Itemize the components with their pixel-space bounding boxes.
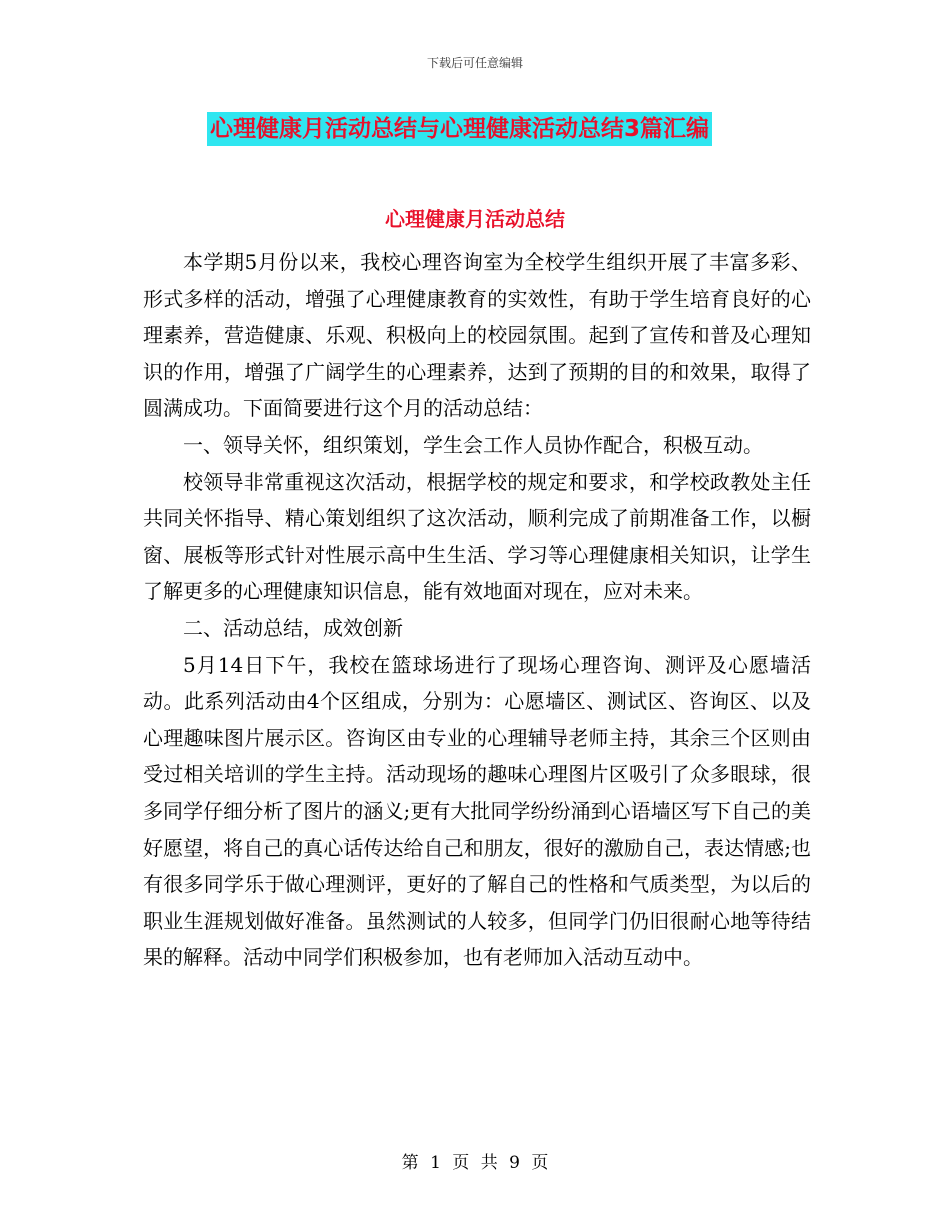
paragraph-intro: 本学期5月份以来，我校心理咨询室为全校学生组织开展了丰富多彩、形式多样的活动，增强了心理健康教育的实效性，有助于学生培育良好的心理素养，营造健康、乐观、积极向上的校园氛围。起到了宣传和普及心理知识的作用，增强了广阔学生的心理素养，达到了预期的目的和效果，取得了圆满成功。下面简要进行这个月的活动总结：: [143, 250, 811, 421]
section-title: 心理健康月活动总结: [385, 207, 565, 231]
page-number-footer: 第 1 页 共 9 页: [401, 1153, 549, 1173]
page-header-note: 下载后可任意编辑: [426, 56, 523, 70]
paragraph-leadership: 校领导非常重视这次活动，根据学校的规定和要求，和学校政教处主任共同关怀指导、精心策划组织了这次活动，顺利完成了前期准备工作，以橱窗、展板等形式针对性展示高中生生活、学习等心理健康相关知识，让学生了解更多的心理健康知识信息，能有效地面对现在，应对未来。: [143, 469, 811, 604]
document-title: 心理健康月活动总结与心理健康活动总结3篇汇编: [207, 112, 712, 146]
document-body: [143, 244, 811, 976]
paragraph-heading-2: 二、活动总结，成效创新: [183, 615, 403, 640]
paragraph-activity: 5月14日下午，我校在篮球场进行了现场心理咨询、测评及心愿墙活动。此系列活动由4个区组成，分别为：心愿墙区、测试区、咨询区、以及心理趣味图片展示区。咨询区由专业的心理辅导老师主持，其余三个区则由受过相关培训的学生主持。活动现场的趣味心理图片区吸引了众多眼球，很多同学仔细分析了图片的涵义;更有大批同学纷纷涌到心语墙区写下自己的美好愿望，将自己的真心话传达给自己和朋友，很好的激励自己，表达情感;也有很多同学乐于做心理测评，更好的了解自己的性格和气质类型，为以后的职业生涯规划做好准备。虽然测试的人较多，但同学门仍旧很耐心地等待结果的解释。活动中同学们积极参加，也有老师加入活动互动中。: [143, 652, 811, 970]
paragraph-heading-1: 一、领导关怀，组织策划，学生会工作人员协作配合，积极互动。: [183, 432, 763, 457]
